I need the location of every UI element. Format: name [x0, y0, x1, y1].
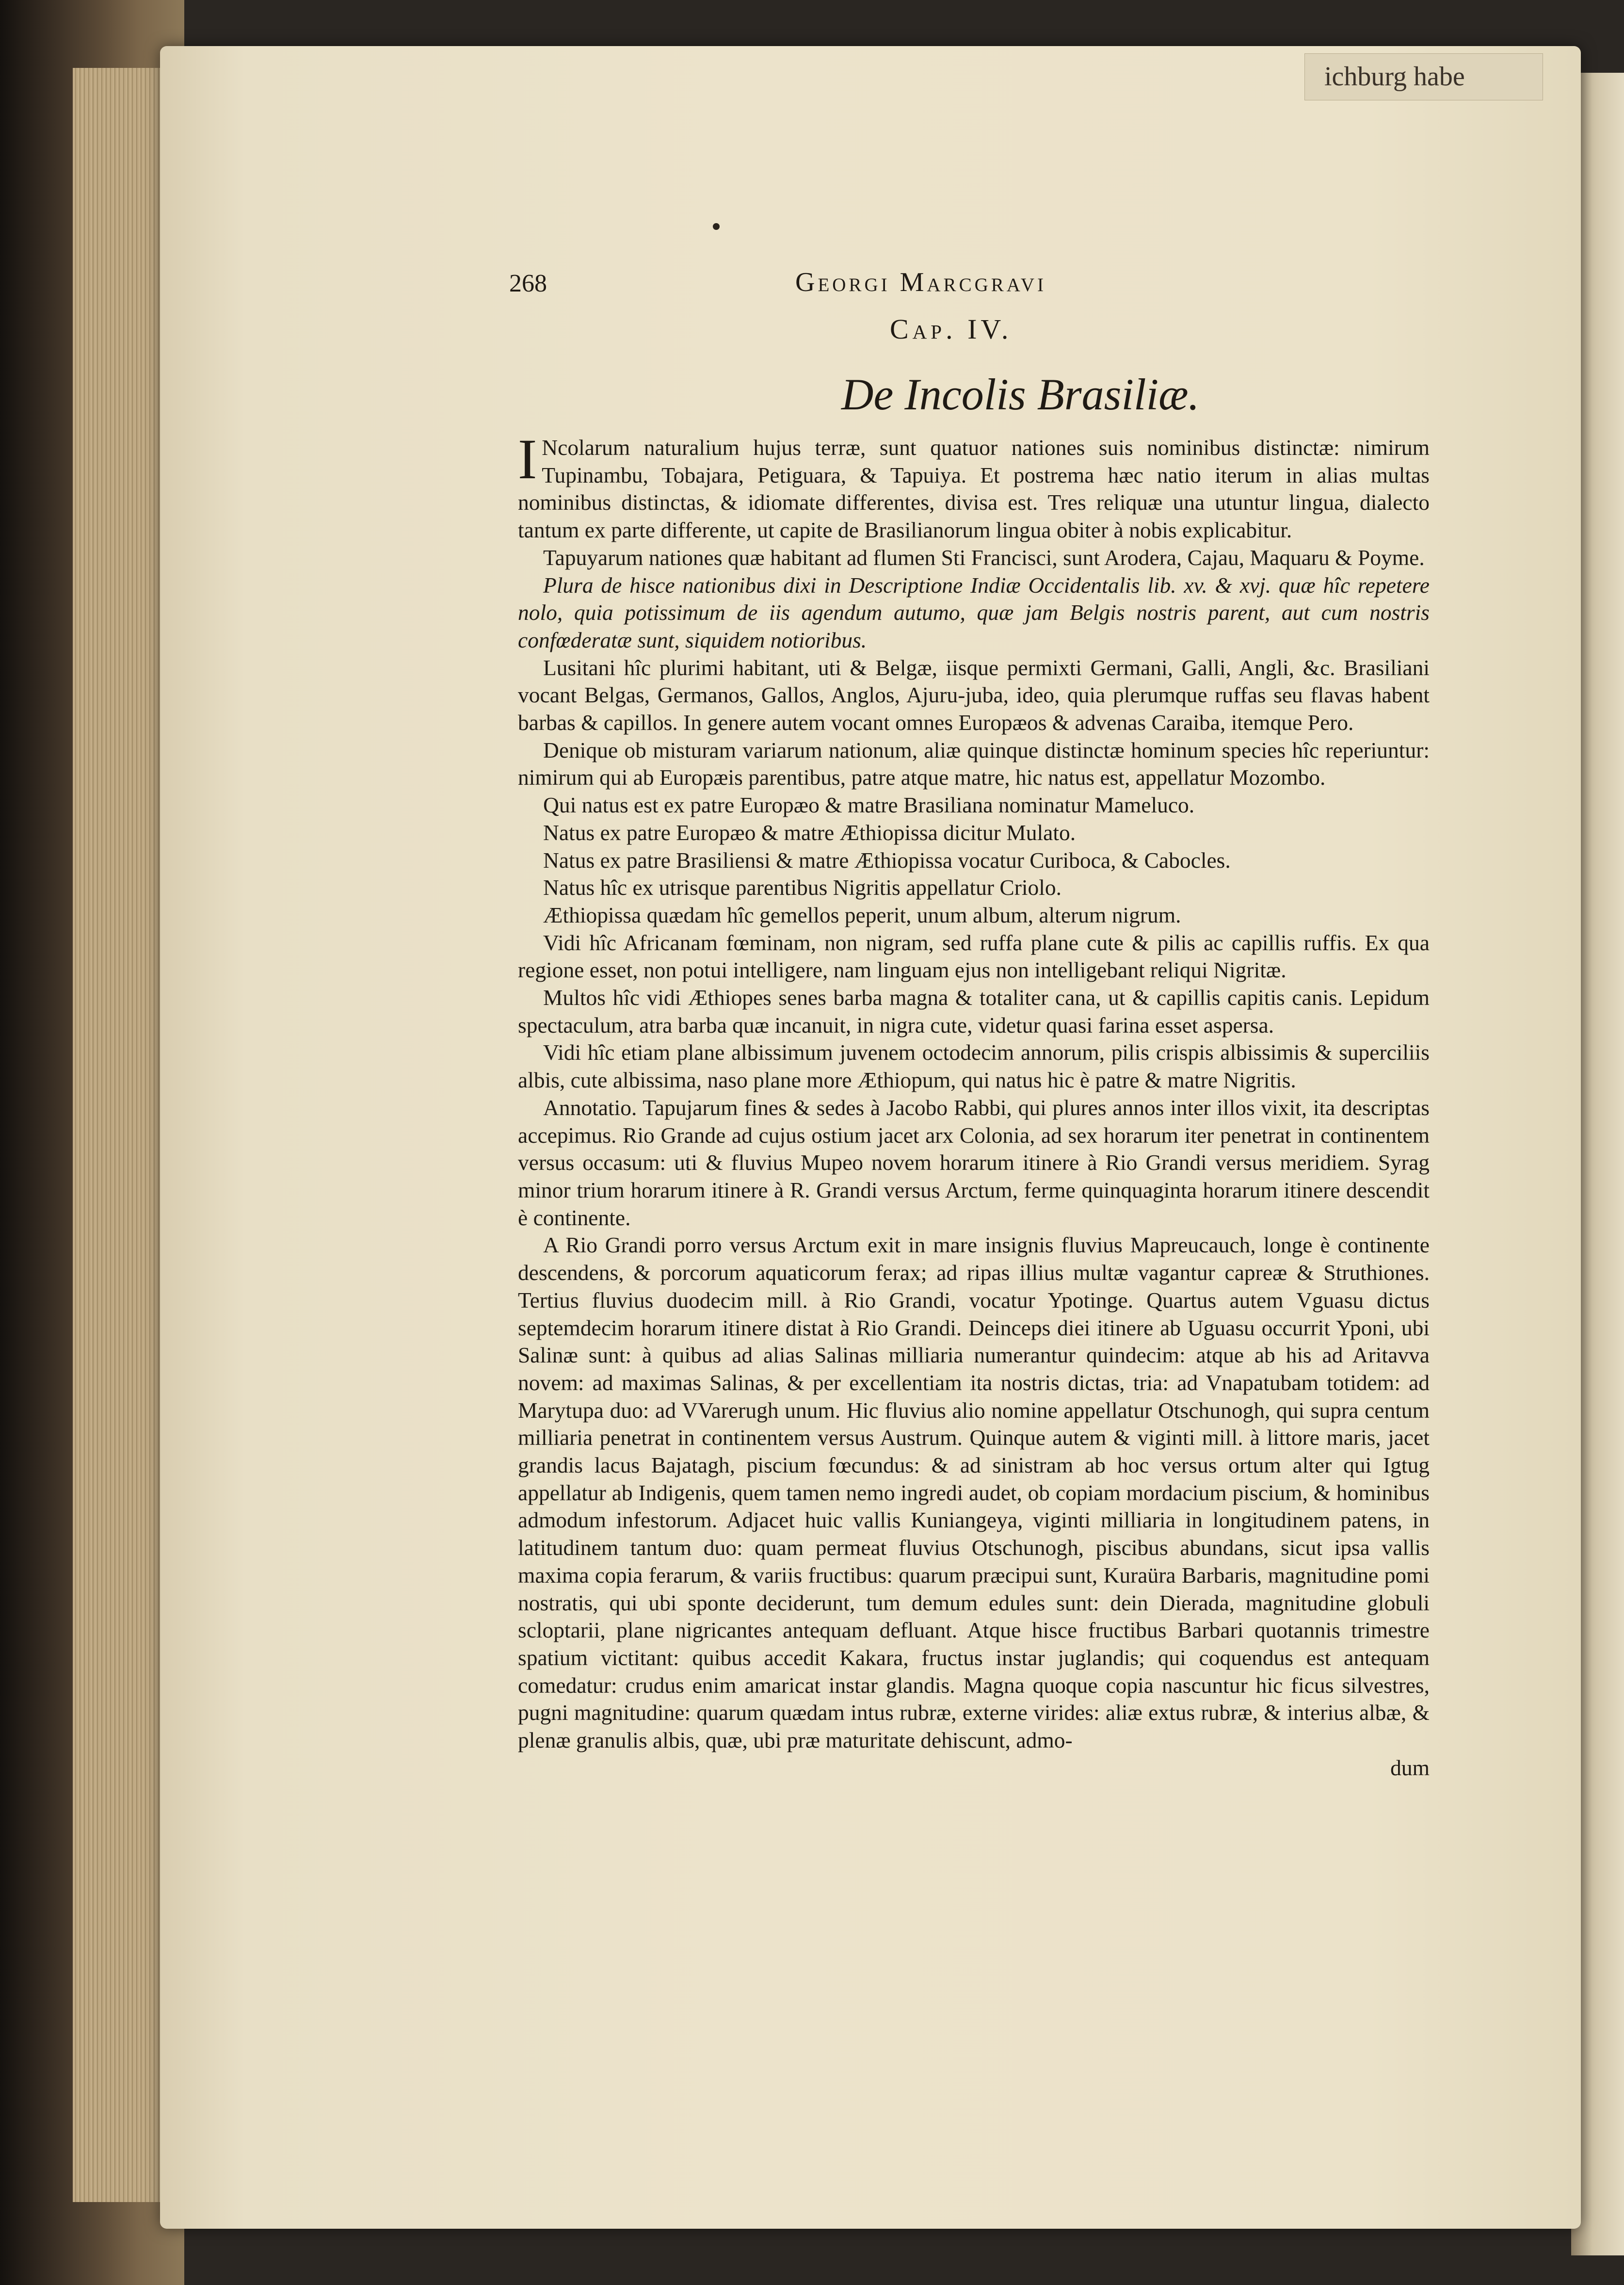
paragraph: I Ncolarum naturalium hujus terræ, sunt quatuor nationes suis nominibus distinctæ: nimirum Tupinambu, Tobajara, Petiguara, & Tapuiya. Et postrema hæc natio iterum in alias multas nominibus distinctas, & idiomate differentes, divisa est. Tres reliquæ una utuntur lingua, dialecto tantum ex parte differente, ut capite de Brasilianorum lingua obiter à nobis explicabitur. — [518, 427, 1430, 543]
paragraph: Natus ex patre Europæo & matre Æthiopissa dicitur Mulato. — [543, 820, 1076, 845]
paragraph: Natus ex patre Brasiliensi & matre Æthiopissa vocatur Curiboca, & Cabocles. — [543, 847, 1231, 873]
body-text — [518, 427, 1430, 1782]
paragraph: Tapuyarum nationes quæ habitant ad flumen Sti Francisci, sunt Arodera, Cajau, Maquaru & Poyme. — [543, 545, 1425, 570]
drop-cap: I — [518, 427, 537, 491]
ink-dot — [713, 223, 720, 230]
page-number: 268 — [509, 270, 547, 297]
paragraph: Æthiopissa quædam hîc gemellos peperit, unum album, alterum nigrum. — [543, 902, 1181, 927]
paragraph: A Rio Grandi porro versus Arctum exit in mare insignis fluvius Mapreucauch, longe è continente descendens, & porcorum aquaticorum ferax; ad ripas illius multæ vagantur capreæ & Struthiones. Tertius fluvius duodecim mill. à Rio Grandi, vocatur Ypotinge. Quartus autem Vguasu dictus septemdecim horarum itinere distat à Rio Grandi. Deinceps diei itinere ab Uguasu occurrit Yponi, ubi Salinæ sunt: à quibus ad alias Salinas milliaria numerantur quindecim: atque ab his ad Aritavva novem: ad maximas Salinas, & per excellentiam ita nostris dictas, tria: ad Vnapatubam totidem: ad Marytupa duo: ad VVarerugh unum. Hic fluvius alio nomine appellatur Otschunogh, qui supra centum milliaria penetrat in continentem versus Austrum. Quinque autem & viginti mill. à littore maris, jacet grandis lacus Bajatagh, piscium fœcundus: & ad sinistram ab hoc versus ortum alter qui Igtug appellatur ab Indigenis, quem tamen nemo ingredi audet, ob copiam mordacium piscium, & hominibus admodum infestorum. Adjacet huic vallis Kuniangeya, viginti milliaria in longitudinem patens, in latitudinem tantum duo: quam permeat fluvius Otschunogh, piscibus abundans, sicut ipsa vallis maxima copia ferarum, & variis fructibus: quarum præcipui sunt, Kuraüra Barbaris, magnitudine pomi nostratis, qui ubi sponte deciderunt, tum demum edules sunt: dein Dierada, magnitudine globuli scloptarii, plane nigricantes antequam defluant. Atque hisce fructibus Barbari quotannis trimestre spatium victitant: quibus accedit Kakara, fructus instar juglandis; qui coquendus est antequam comedatur: crudus enim amaricat instar glandis. Magna quoque copia nascuntur hic ficus silvestres, pugni magnitudine: quarum quædam intus rubræ, externe virides: aliæ extus rubræ, & interius albæ, & plenæ granulis albis, quæ, ubi præ maturitate dehiscunt, admo- — [518, 1232, 1430, 1753]
chapter-number: Cap. IV. — [890, 313, 1013, 345]
paragraph: Multos hîc vidi Æthiopes senes barba magna & totaliter cana, ut & capillis capitis canis. Lepidum spectaculum, atra barba quæ incanuit, in nigra cute, videtur quasi farina esset aspersa. — [518, 985, 1430, 1037]
paragraph: Qui natus est ex patre Europæo & matre Brasiliana nominatur Mameluco. — [543, 793, 1195, 818]
paragraph: Vidi hîc etiam plane albissimum juvenem octodecim annorum, pilis crispis albissimis & superciliis albis, cute albissima, naso plane more Æthiopum, qui natus hic è patre & matre Nigritis. — [518, 1040, 1430, 1093]
chapter-title: De Incolis Brasiliæ. — [841, 370, 1200, 419]
running-head: Georgi Marcgravi — [795, 267, 1047, 297]
paragraph: Annotatio. Tapujarum fines & sedes à Jacobo Rabbi, qui plures annos inter illos vixit, ita descriptas accepimus. Rio Grande ad cujus ostium jacet arx Colonia, ad sex horarum iter penetrat in continentem versus occasum: uti & fluvius Mupeo novem horarum itinere à Rio Grandi versus meridiem. Syrag minor trium horarum itinere à R. Grandi versus Arctum, ferme quinquaginta horarum itinere descendit è continente. — [518, 1095, 1430, 1230]
paragraph: Denique ob misturam variarum nationum, aliæ quinque distinctæ hominum species hîc reperiuntur: nimirum qui ab Europæis parentibus, patre atque matre, hic natus est, appellatur Mozombo. — [518, 737, 1430, 790]
paragraph: Lusitani hîc plurimi habitant, uti & Belgæ, iisque permixti Germani, Galli, Angli, &c. Brasiliani vocant Belgas, Germanos, Gallos, Anglos, Ajuru-juba, ideo, quia plerumque ruffas seu flavas habent barbas & capillos. In genere autem vocant omnes Europæos & advenas Caraiba, itemque Pero. — [518, 655, 1430, 735]
bookmark-tab: ichburg habe — [1304, 53, 1543, 100]
paragraph: Vidi hîc Africanam fœminam, non nigram, sed ruffa plane cute & pilis ac capillis ruffis. Ex qua regione esset, non potui intelligere, nam linguam ejus non intelligebant reliqui Nigritæ. — [518, 930, 1430, 983]
paragraph: Natus hîc ex utrisque parentibus Nigritis appellatur Criolo. — [543, 875, 1062, 900]
catchword: dum — [1390, 1755, 1430, 1780]
paragraph: Plura de hisce nationibus dixi in Descriptione Indiæ Occidentalis lib. xv. & xvj. quæ hîc repetere nolo, quia potissimum de iis agendum autumo, quæ jam Belgis nostris parent, aut cum nostris confœderatæ sunt, siquidem notioribus. — [518, 572, 1430, 652]
